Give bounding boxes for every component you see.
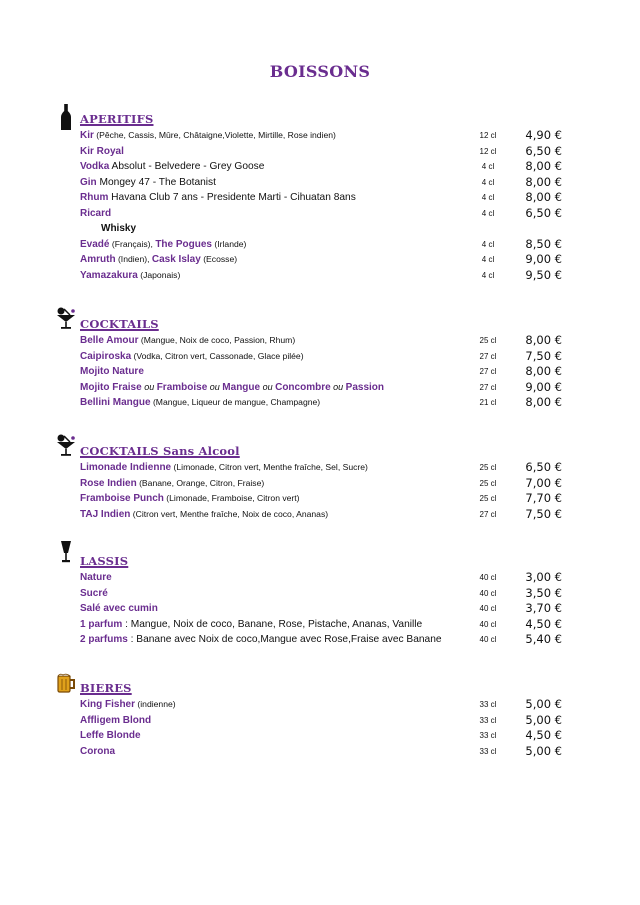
item-name: Evadé [80,238,110,250]
item-detail: : Mangue, Noix de coco, Banane, Rose, Pistache, Ananas, Vanille [122,618,423,630]
menu-item-row [0,476,640,492]
item-name: Framboise [156,381,208,393]
item-volume: 33 cl [479,715,497,725]
item-name: The Pogues [155,238,212,250]
item-detail: (Pêche, Cassis, Mûre, Châtaigne,Violette, Mirtille, Rose indien) [93,130,336,140]
item-description [80,632,442,648]
section-heading: LASSIS [80,554,129,568]
item-description [80,364,144,380]
item-volume: 27 cl [479,509,497,519]
section-heading: COCKTAILS Sans Alcool [80,444,240,458]
item-price: 3,00 € [525,570,562,584]
item-name: Salé avec cumin [80,603,158,614]
item-volume: 25 cl [479,336,497,345]
item-volume: 4 cl [481,255,495,264]
menu-item-row [0,221,640,237]
item-detail: (Ecosse) [200,254,238,264]
item-price: 4,90 € [525,128,562,142]
item-price: 7,50 € [525,506,562,521]
item-price: 5,00 € [525,743,562,758]
item-volume: 4 cl [481,193,495,202]
menu-item-row [0,190,640,206]
menu-item-row [0,206,640,222]
item-price: 5,00 € [525,712,562,727]
item-price: 8,00 € [525,364,562,378]
item-description [80,507,328,523]
item-detail: (Citron vert, Menthe fraîche, Noix de coco, Ananas) [130,508,329,519]
item-name: TAJ Indien [80,508,131,520]
item-volume: 40 cl [479,619,497,629]
item-description [80,144,124,160]
item-description [80,617,422,633]
item-detail: (Français), [109,238,156,249]
menu-title: BOISSONS [269,62,371,81]
item-volume: 25 cl [479,463,497,472]
item-volume: 33 cl [479,746,497,756]
item-price: 3,50 € [525,585,562,600]
item-name: Passion [345,381,385,393]
item-name: Kir Royal [80,145,124,157]
item-detail: (Mangue, Noix de coco, Passion, Rhum) [138,335,296,345]
item-name: Limonade Indienne [80,462,172,473]
menu-item-row [0,395,640,411]
item-detail: ou [260,381,276,392]
item-name: Concombre [275,381,331,393]
menu-item-row [0,144,640,160]
tall-glass-icon [61,541,71,568]
menu-item-row [0,333,640,349]
menu-item-row [0,744,640,760]
item-name: 1 parfum [80,618,123,630]
item-name: Nature [80,572,112,583]
item-name: King Fisher [80,699,136,710]
item-volume: 40 cl [479,604,497,613]
item-volume: 25 cl [479,478,497,488]
menu-item-row [0,175,640,191]
cocktail-glass-icon [55,434,77,461]
menu-item-row [0,460,640,476]
item-list [0,460,640,522]
item-detail: (Vodka, Citron vert, Cassonade, Glace pilée) [131,350,304,361]
item-description [80,159,264,175]
item-price: 8,00 € [525,174,562,189]
item-price: 8,00 € [525,395,562,409]
item-price: 7,00 € [525,475,562,490]
item-volume: 33 cl [479,731,497,740]
item-name: Mojito Nature [80,366,144,377]
item-name: Mojito Fraise [80,381,142,393]
item-description [80,744,115,760]
item-name: Rose Indien [80,477,137,489]
item-description [80,380,384,396]
menu-item-row [0,349,640,365]
item-description [80,476,264,492]
item-description [80,221,136,237]
item-detail: ou [141,381,157,392]
item-name: Framboise Punch [80,493,164,504]
item-description [80,460,368,476]
item-description [80,190,356,206]
item-name: Belle Amour [80,335,139,346]
item-name: Gin [80,176,97,188]
item-price: 3,70 € [525,601,562,615]
menu-item-row [0,632,640,648]
menu-item-row [0,586,640,602]
item-detail: (Limonade, Citron vert, Menthe fraîche, Sel, Sucre) [171,462,368,472]
item-description [80,333,295,349]
section-heading: COCKTAILS [80,317,159,331]
menu-item-row [0,507,640,523]
item-description [80,570,112,586]
item-detail: (Irlande) [212,238,247,249]
item-description [80,395,320,411]
item-name: Rhum [80,192,109,203]
item-volume: 4 cl [481,162,495,171]
item-price: 8,00 € [525,190,562,204]
menu-item-row [0,617,640,633]
item-description [80,491,300,507]
item-name: Amruth [80,254,116,265]
item-detail: Absolut - Belvedere - Grey Goose [109,161,265,172]
menu-item-row [0,237,640,253]
item-volume: 21 cl [479,398,497,407]
section-heading: BIERES [80,681,132,695]
item-name: Yamazakura [80,269,138,281]
item-volume: 33 cl [479,700,497,709]
item-price: 9,00 € [525,252,562,266]
item-description [80,349,304,365]
item-price: 8,00 € [525,333,562,347]
menu-item-row [0,159,640,175]
item-price: 6,50 € [525,460,562,474]
item-detail: Havana Club 7 ans - Presidente Marti - Cihuatan 8ans [108,192,356,203]
item-list [0,333,640,411]
item-name: Kir [80,130,94,141]
item-list [0,697,640,759]
item-price: 6,50 € [525,143,562,158]
item-volume: 27 cl [479,382,497,392]
item-description [80,128,336,144]
item-price: 6,50 € [525,205,562,220]
menu-item-row [0,252,640,268]
item-volume: 27 cl [479,367,497,376]
menu-item-row [0,364,640,380]
item-volume: 27 cl [479,351,497,361]
item-volume: 4 cl [481,239,495,249]
item-list [0,570,640,648]
item-name: Mangue [222,381,261,393]
item-description [80,697,176,713]
item-detail: (Mangue, Liqueur de mangue, Champagne) [150,397,321,407]
item-volume: 25 cl [479,494,497,503]
item-name: Cask Islay [151,254,201,265]
item-price: 8,50 € [525,236,562,251]
item-description [80,586,108,602]
menu-item-row [0,491,640,507]
item-volume: 40 cl [479,573,497,582]
item-volume: 4 cl [481,270,495,280]
cocktail-glass-icon [55,307,77,334]
item-volume: 40 cl [479,635,497,644]
item-price: 5,40 € [525,632,562,646]
item-detail: (indienne) [135,699,176,709]
item-description [80,252,237,268]
menu-item-row [0,380,640,396]
menu-item-row [0,697,640,713]
section-heading: APERITIFS [80,112,154,126]
item-name: Vodka [80,161,110,172]
menu-item-row [0,128,640,144]
menu-item-row [0,601,640,617]
menu-item-row [0,713,640,729]
item-detail: (Indien), [115,254,152,264]
item-price: 7,70 € [525,491,562,505]
item-volume: 4 cl [481,208,495,218]
item-detail: ou [207,381,223,392]
item-name: Bellini Mangue [80,397,151,408]
item-volume: 12 cl [479,131,497,140]
item-volume: 4 cl [481,177,495,187]
item-detail: Mongey 47 - The Botanist [96,176,216,188]
item-name: Leffe Blonde [80,730,141,741]
beer-mug-icon [56,673,76,698]
item-price: 5,00 € [525,697,562,711]
item-description [80,237,246,253]
item-name: 2 parfums [80,634,128,645]
item-name: Affligem Blond [80,714,152,726]
item-price: 8,00 € [525,159,562,173]
item-detail: (Limonade, Framboise, Citron vert) [163,493,300,503]
item-detail: (Japonais) [137,269,181,280]
item-description [80,268,180,284]
menu-item-row [0,570,640,586]
item-name: Ricard [80,207,112,219]
item-description [80,601,158,617]
item-detail: ou [330,381,346,392]
item-description [80,713,151,729]
item-price: 7,50 € [525,348,562,363]
item-list [0,128,640,283]
item-description [80,728,141,744]
item-price: 9,50 € [525,267,562,282]
item-volume: 12 cl [479,146,497,156]
item-description [80,175,216,191]
menu-item-row [0,728,640,744]
item-description [80,206,111,222]
item-name: Caipiroska [80,350,132,362]
item-detail: (Banane, Orange, Citron, Fraise) [136,477,265,488]
item-name: Sucré [80,587,108,599]
item-price: 4,50 € [525,616,562,631]
item-detail: : Banane avec Noix de coco,Mangue avec Rose,Fraise avec Banane [127,634,442,645]
item-volume: 40 cl [479,588,497,598]
item-price: 9,00 € [525,379,562,394]
item-detail: Whisky [101,223,137,234]
menu-item-row [0,268,640,284]
item-name: Corona [80,745,115,757]
item-price: 4,50 € [525,728,562,742]
